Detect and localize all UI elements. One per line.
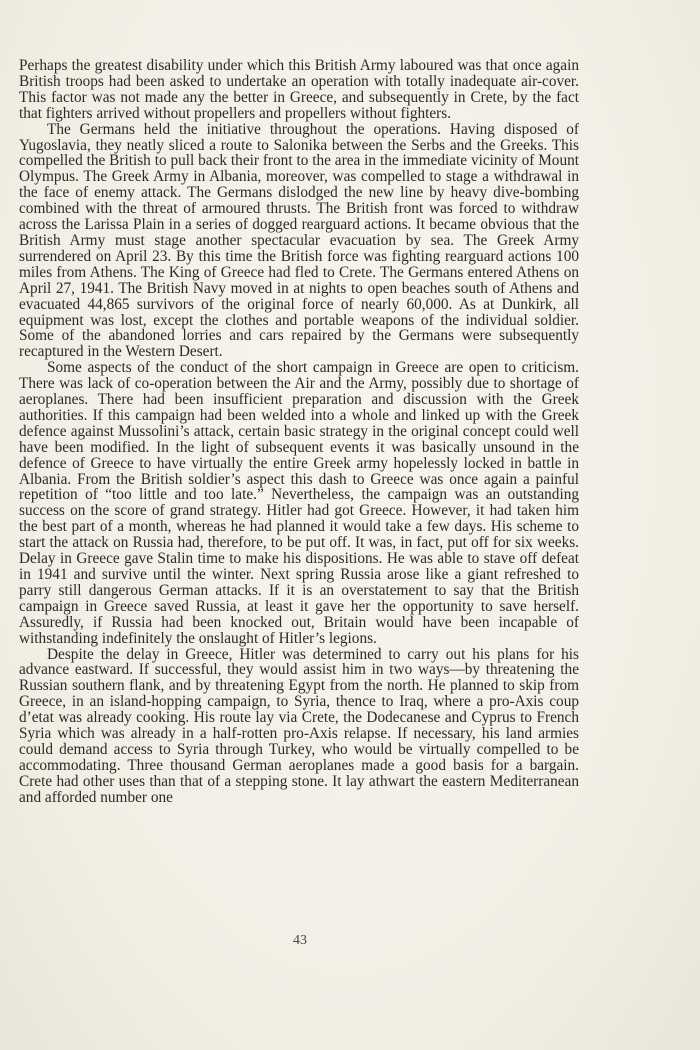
paragraph-4: Despite the delay in Greece, Hitler was determined to carry out his plans for his advance eastward. If successful, they would assist him in two ways—by threatening the Russian southern flank, and by threatening Egypt from the north. He planned to skip from Greece, in an island-hopping campaign, to Syria, thence to Iraq, where a pro-Axis coup d’etat was already cooking. His route lay via Crete, the Dodecanese and Cyprus to French Syria which was already in a half-rotten pro-Axis relapse. If necessary, his land armies could demand access to Syria through Turkey, who would be virtually compelled to be accommodating. Three thousand German aeroplanes made a good basis for a bargain. Crete had other uses than that of a stepping stone. It lay athwart the eastern Mediterranean and afforded number one xyxy=(19,645,579,806)
paragraph-2: The Germans held the initiative throughout the operations. Having disposed of Yugoslavia, they neatly sliced a route to Salonika between the Serbs and the Greeks. This compelled the British to pull back their front to the area in the immediate vicinity of Mount Olympus. The Greek Army in Albania, moreover, was compelled to stage a withdrawal in the face of enemy attack. The Germans dislodged the new line by heavy dive-bombing combined with the threat of armoured thrusts. The British front was forced to withdraw across the Larissa Plain in a series of dogged rearguard actions. It became obvious that the British Army must stage another spectacular evacuation by sea. The Greek Army surrendered on April 23. By this time the British force was fighting rearguard actions 100 miles from Athens. The King of Greece had fled to Crete. The Germans entered Athens on April 27, 1941. The British Navy moved in at nights to open beaches south of Athens and evacuated 44,865 survivors of the original force of nearly 60,000. As at Dunkirk, all equipment was lost, except the clothes and portable weapons of the individual soldier. Some of the abandoned lorries and cars repaired by the Germans were subsequently recaptured in the Western Desert. xyxy=(19,120,579,361)
page-number: 43 xyxy=(293,933,307,948)
paragraph-1: Perhaps the greatest disability under which this British Army laboured was that once again British troops had been asked to undertake an operation with totally inadequate air-cover. This factor was not made any the better in Greece, and subsequently in Crete, by the fact that fighters arrived without propellers and propellers without fighters. xyxy=(19,57,579,122)
body-text xyxy=(19,58,579,806)
paragraph-3: Some aspects of the conduct of the short campaign in Greece are open to criticism. There was lack of co-operation between the Air and the Army, possibly due to shortage of aeroplanes. There had been insufficient preparation and discussion with the Greek authorities. If this campaign had been welded into a whole and linked up with the Greek defence against Mussolini’s attack, certain basic strategy in the original concept could well have been modified. In the light of subsequent events it was basically unsound in the defence of Greece to have virtually the entire Greek army hopelessly locked in battle in Albania. From the British soldier’s aspect this dash to Greece was once again a painful repetition of “too little and too late.” Nevertheless, the campaign was an outstanding success on the score of grand strategy. Hitler had got Greece. However, it had taken him the best part of a month, whereas he had planned it would take a few days. His scheme to start the attack on Russia had, therefore, to be put off. It was, in fact, put off for six weeks. Delay in Greece gave Stalin time to make his dispositions. He was able to stave off defeat in 1941 and survive until the winter. Next spring Russia arose like a giant refreshed to parry still dangerous German attacks. If it is an overstatement to say that the British campaign in Greece saved Russia, at least it gave her the opportunity to save herself. Assuredly, if Russia had been knocked out, Britain would have been incapable of withstanding indefinitely the onslaught of Hitler’s legions. xyxy=(19,359,579,647)
